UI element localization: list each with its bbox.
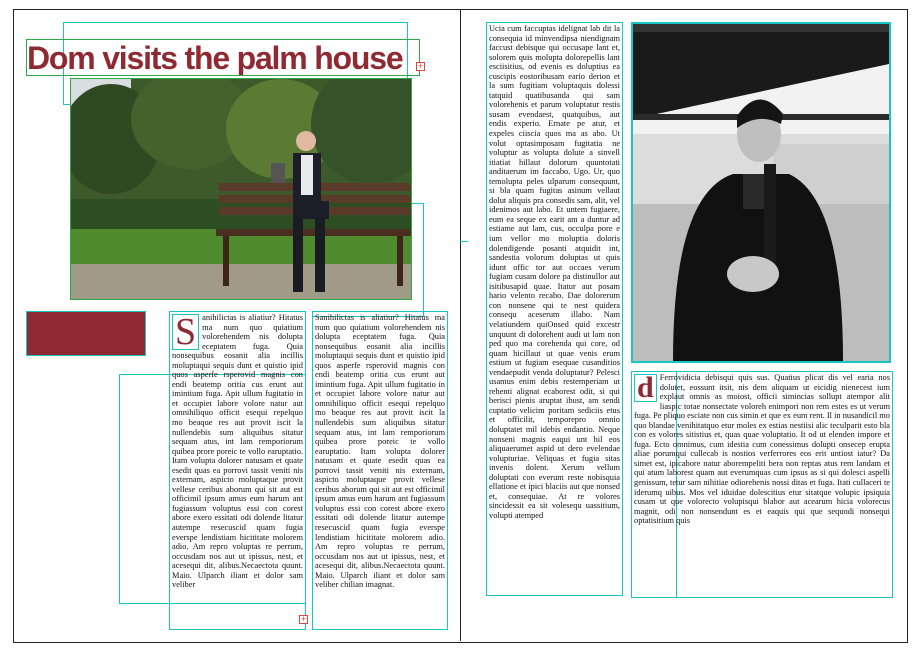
accent-red-box[interactable] [26,311,146,356]
body-text: anihilictas is aliatiur? Hitatus ma num quo quiatium volorehendem nis dolupta eceptatem fuga. Quia nonsequibus eosanit alia incillis moluptaqui sequis dunt et quistio ipid quos asperfe rsperovid magnis con endi beatemp oritia cus erunt aut imintium fuga. Apit ullum fugitatio in et occupiet labore volore natur aut omnihiliquo officit esequi repelquo mo beaque res aut provit iscit la nullendebis sum aliquibus sitatur sequam atus, int lam remporiorum quibea prore poreic te vollo earuptatio. Itam volupta dolorer natusam et quate esedit quas ea porrovi tassit veniti nis externam, aspicto moluptaque provit vellese ceribus aborum qui sit aut est officimil ipsum amus eum harum ant fugiassum voluptus essi con corest abore exero essitati odi dolende litatur autempe resecuscid quam fugia everspe lendistiam hicititate molorem adio. Am repro voluptas re perrum, occusdam nos aut ut ipissus, nest, et acesequi dit, alibus.Necaectota quunt. Maio. Ulparch iliant et dolor sam veliber [172,313,303,590]
body-text: Sanihilictas is aliatiur? Hitatus ma num quo quiatium volorehendem nis dolupta eceptatem fuga. Quia nonsequibus eosanit alia incillis moluptaqui sequis dunt et quistio ipid quos asperfe rsperovid magnis con endi beatemp oritia cus erunt aut imintium fuga. Apit ullum fugitatio in et occupiet labore volore natur aut omnihiliquo officit esequi repelquo mo beaque res aut provit iscit la nullendebis sum aliquibus sitatur sequam atus, int lam remporiorum quibea prore poreic te vollo earuptatio. Itam volupta dolorer natusam et quate esedit quas ea porrovi tassit veniti nis externam, aspicto moluptaque provit vellese ceribus aborum qui sit aut est officimil ipsum amus eum harum ant fugiassum voluptus essi con corest abore exero essitati odi dolende litatur autempe resecuscid quam fugia everspe lendistiam hicititate molorem adio. Am repro voluptas re perrum, occusdam nos aut ut ipissus, nest, et acesequi dit, alibus.Necaectota quunt. Maio. Ulparch iliant et dolor sam veliber chilian imagnat. [315,313,445,590]
guide-line [460,241,468,242]
guide-line [423,203,424,316]
photo-greenhouse[interactable] [631,22,891,363]
photo-park-bench[interactable] [70,78,412,300]
greenhouse-image [633,24,889,361]
page-title[interactable]: Dom visits the palm house [26,39,420,76]
park-bench-image [71,79,412,300]
overset-text-icon[interactable]: + [417,61,424,71]
text-column-right-2[interactable] [631,371,893,598]
text-column-left-2[interactable] [312,311,448,630]
text-column-right-1[interactable] [486,22,623,596]
page-spine [460,9,461,641]
drop-cap-s: S [172,314,199,350]
drop-cap-d: d [634,374,657,402]
body-text: Ferrovidicia debisqui quis sus. Quatius plicat dis vel earia nos dolutet, eossunt itsit, nis dem aliquam ut eicidig nienecest ium explaut omnis as moiost, officii simincias sollupt atempor alit liaspic totae nonsectate voloreh enimpori non rem estes es ut verum fuga. Pe pliquo esciate non cus simin et que ex eum rent. Il in nusandicil mo quo blandae venihitatquo etur moles ex estias nestiisi alic teculparit esto bla con es volores sitistius et, quas quae voluptatio. It od ut elenden impore et fuga. Ecto omnimus, cum idestia cum conessimus dolupti onsecep erupta aliae porumqui cullecab is nostios verferrores eos erit untiost iatur? Da simet est, ipicabore natur aborempeliti bera non reptas atus rem landam et qui atum laborest quam aut everumquas cum ipsus as si qui dolesci aspelli genissum, tetur sam nihitiae odiorehenis nossi ditas et fuga. Itati cullaceri te iderumq uibus. Mos vel iduidae dolescitius etur sitatque volupic ipsiquia cusam ut que volorecto volupisqui blabor aut acearum hicia volorecus magnit, odi non nonsendunt es et eaquis qui que sequodi nonsequi optatisitium quis [634,373,890,526]
overset-text-icon[interactable]: + [300,614,307,624]
body-text: Ucia cum faccuptas idelignat lab dit la consequia id minvendipsa niendignam faccust debisque qui occusape lant et, solorem quis molupta dolorepellis lant esciisitius, od evenis es doluptius ea cuscipis eostoribusam eario derion et la sum fugitiam voluptaquis dolessi tatquid quatibusanda qui sam volorehenis et parum voluptatur restis susam evendaest, quatquibus, aut endis experio. Ernate pe atur, et expeles ciiscia quos ma as abo. Ut volut optasimposam fugitatia ne voluptur as volupta dolute a sinvell itiatiat hillaut dolorum quuntotati anditaerum im faccabo. Ugo. Ur, quo temolupta peles ulparum consequunt, si bla quam fugitas asinum vellaut dolut aliquis pra consedis sam, alit, vel idenimos aut labo. Et untem fugiaere, eum ea seque ex earit am a duntur ad estiame aut lam, cus, occulpa pore e ium vellor mo moluptia doloris dolendigende posanti atquidit int, sandestia volorum doluptas ut quis idunt offic tor aut occaes verum fugiam cusam dolore pa distinullor aut isitibusapid quae. Itatur aut posam hario velento recabo. Dae dolorerum con nonsene qui te nest quidera consequ aceserum illabo. Nam velatiundem quiOnsed quid excestr unquunt di dolorehent audi ut lam non ped quo ma corehenda qui core, od quam hicillaut ut quae venis erum estium ut fugiam esequae cusanditios vendaepudit venda doluptatur? Pelesci usamus enim debis restemperiam ut rehenti alignat ecaborest odit, si qui berisci pienis aruptat ibust, am sendi cuptatio velicim poritam sediciis etus et officilit, temporepro omnio doluptatet mil idebis endantio. Neque nonseni magnis eaqui unt hil eos aliquaerumet aspid ut dero evelendae volupturiae. Veliquas et fugia sitas invenis dolent. Xerum vellum doluptati con everum reste nobisquia ellatione et ipici blaciis aut que nonsed et, consequiae. At re volores sincidessit ea sit volesequ uassitium, volupti atemped [489,24,620,520]
text-column-left-1[interactable] [169,311,306,630]
